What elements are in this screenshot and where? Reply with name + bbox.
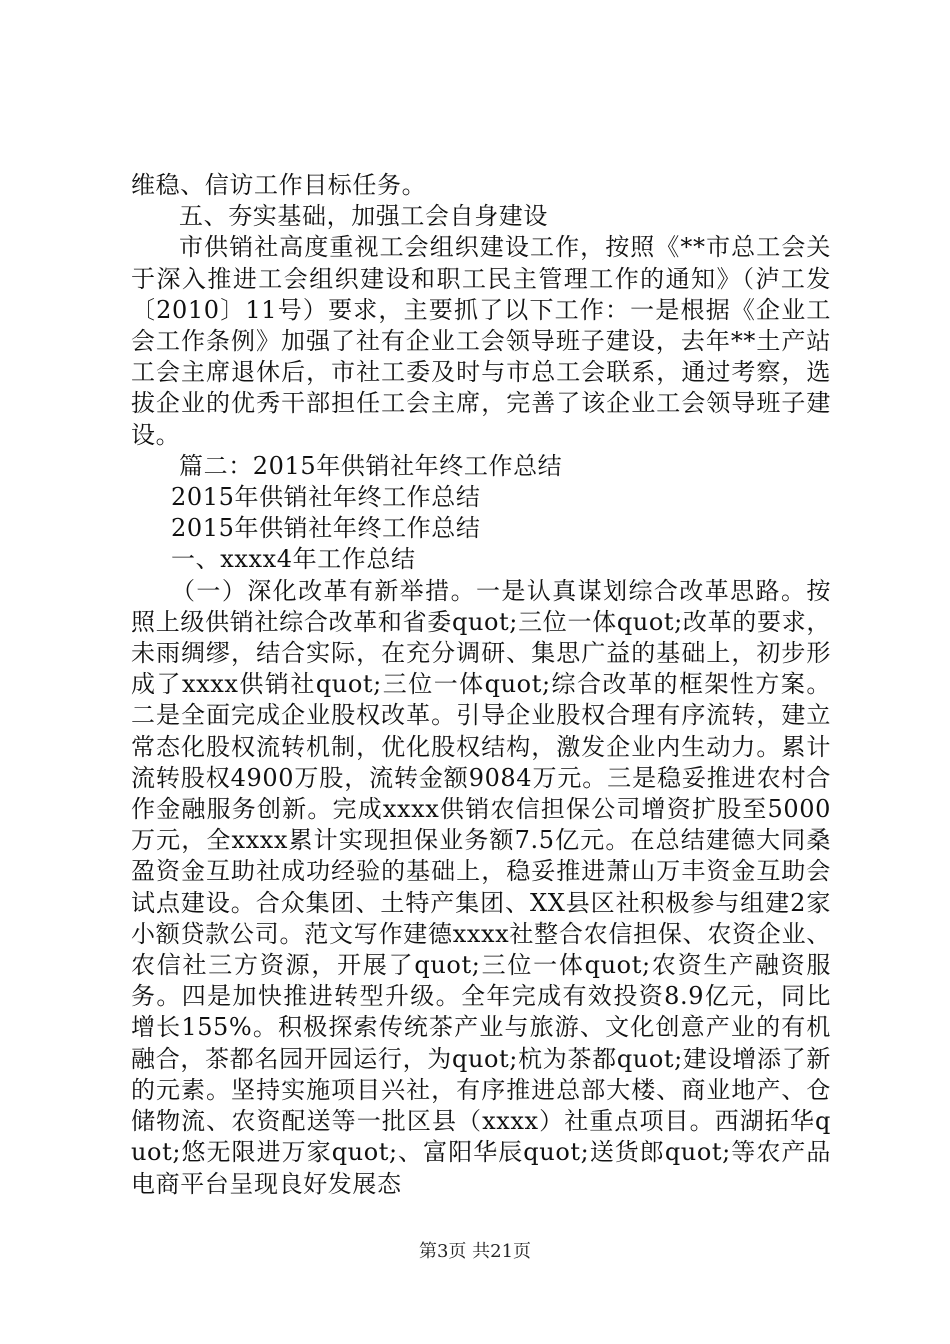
section-heading-summary: 一、xxxx4年工作总结: [171, 545, 416, 574]
section-heading-five: 五、夯实基础，加强工会自身建设: [179, 202, 548, 231]
paragraph-reform: （一）深化改革有新举措。一是认真谋划综合改革思路。按照上级供销社综合改革和省委quot;三位一体quot;改革的要求，未雨绸缪，结合实际，在充分调研、集思广益的基础上，初步形成了xxxx供销社quot;三位一体quot;综合改革的框架性方案。二是全面完成企业股权改革。引导企业股权合理有序流转，建立常态化股权流转机制，优化股权结构，激发企业内生动力。累计流转股权4900万股，流转金额9084万元。三是稳妥推进农村合作金融服务创新。完成xxxx供销农信担保公司增资扩股至5000万元，全xxxx累计实现担保业务额7.5亿元。在总结建德大同桑盈资金互助社成功经验的基础上，稳妥推进萧山万丰资金互助会试点建设。合众集团、土特产集团、XX县区社积极参与组建2家小额贷款公司。范文写作建德xxxx社整合农信担保、农资企业、农信社三方资源，开展了quot;三位一体quot;农资生产融资服务。四是加快推进转型升级。全年完成有效投资8.9亿元，同比增长155%。积极探索传统茶产业与旅游、文化创意产业的有机融合，茶都名园开园运行，为quot;杭为茶都quot;建设增添了新的元素。坚持实施项目兴社，有序推进总部大楼、商业地产、仓储物流、农资配送等一批区县（xxxx）社重点项目。西湖拓华quot;悠无限进万家quot;、富阳华辰quot;送货郎quot;等农产品电商平台呈现良好发展态: [131, 576, 831, 1198]
article-title: 2015年供销社年终工作总结: [171, 483, 481, 512]
paragraph-union-building: 市供销社高度重视工会组织建设工作，按照《**市总工会关于深入推进工会组织建设和职工民主管理工作的通知》（泸工发〔2010〕11号）要求，主要抓了以下工作：一是根据《企业工会工作条例》加强了社有企业工会领导班子建设，去年**土产站工会主席退休后，市社工委及时与市总工会联系，通过考察，选拔企业的优秀干部担任工会主席，完善了该企业工会领导班子建设。: [131, 233, 831, 449]
document-body: [131, 170, 831, 1200]
paragraph-continuation: 维稳、信访工作目标任务。: [131, 171, 427, 199]
page-number-footer: 第3页 共21页: [418, 1241, 532, 1262]
article-two-heading: 篇二：2015年供销社年终工作总结: [179, 451, 563, 480]
article-title-repeat: 2015年供销社年终工作总结: [171, 514, 481, 543]
